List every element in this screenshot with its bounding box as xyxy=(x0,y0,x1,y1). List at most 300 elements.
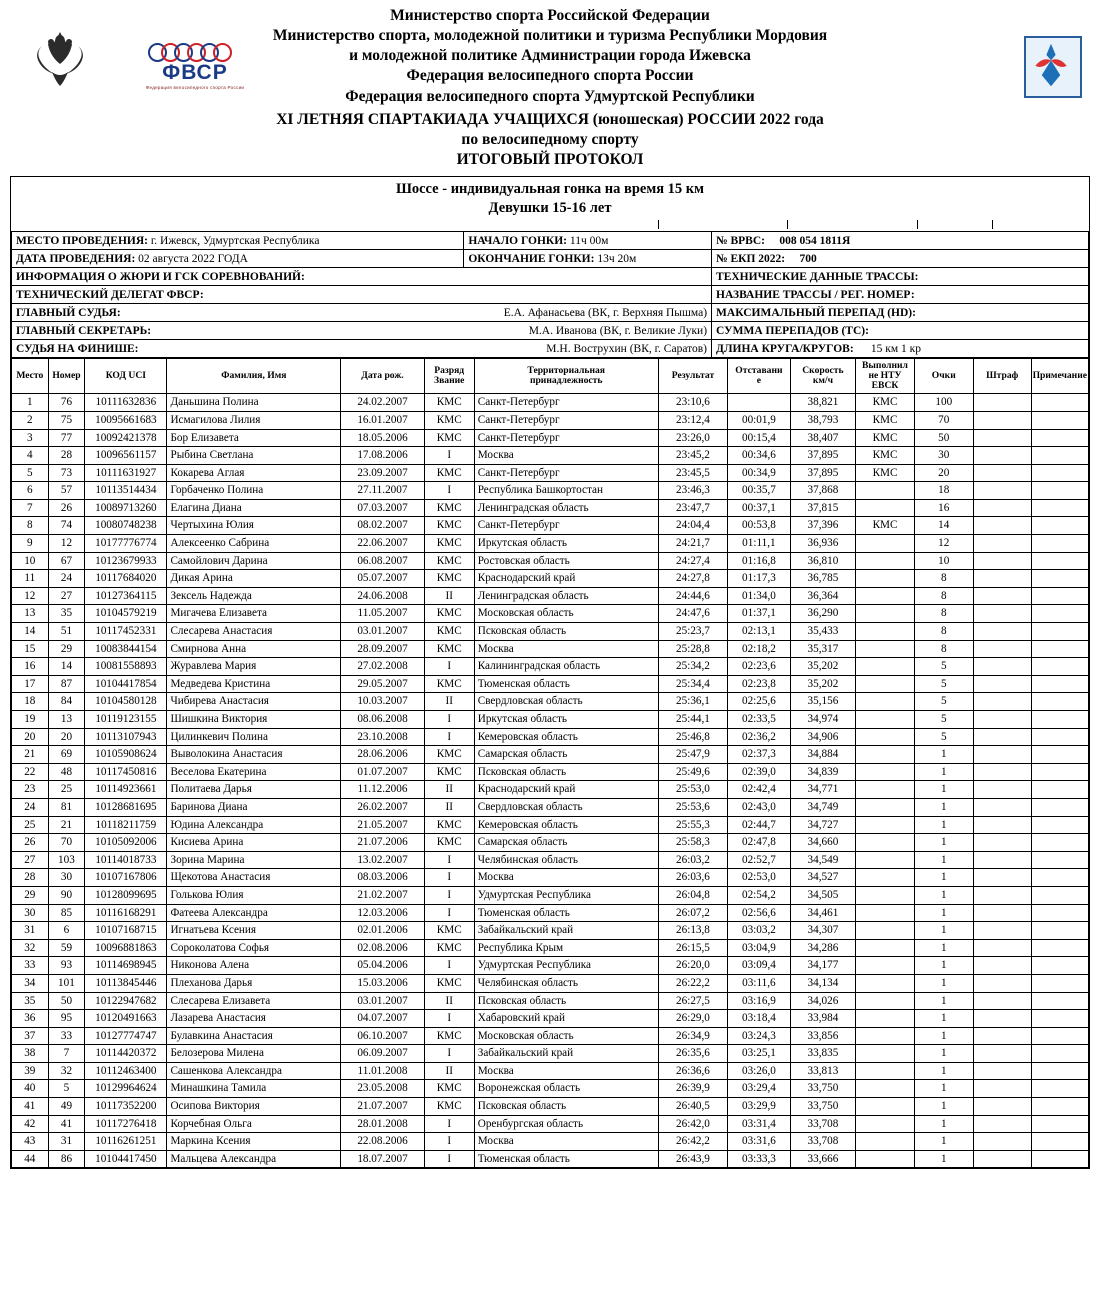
cell-name: Политаева Дарья xyxy=(167,781,341,799)
cell-note xyxy=(1031,992,1088,1010)
cell-gap: 02:39,0 xyxy=(728,763,790,781)
cell-uci: 10122947682 xyxy=(85,992,167,1010)
table-row xyxy=(12,957,1089,975)
cell-rank: КМС xyxy=(424,517,474,535)
cell-name: Мигачева Елизавета xyxy=(167,605,341,623)
cell-points: 1 xyxy=(914,1045,973,1063)
cell-evsk xyxy=(856,851,914,869)
cell-rank: КМС xyxy=(424,605,474,623)
cell-points: 70 xyxy=(914,411,973,429)
cell-rank: I xyxy=(424,886,474,904)
cell-result: 23:47,7 xyxy=(658,499,728,517)
cell-terr: Республика Башкортостан xyxy=(474,482,658,500)
results-table-head xyxy=(12,359,1089,394)
cell-result: 26:13,8 xyxy=(658,922,728,940)
cell-place: 39 xyxy=(12,1062,49,1080)
th-place: Место xyxy=(12,359,49,394)
cell-speed: 38,407 xyxy=(790,429,856,447)
cell-rank: КМС xyxy=(424,429,474,447)
cell-gap: 00:34,9 xyxy=(728,464,790,482)
cell-gap: 00:15,4 xyxy=(728,429,790,447)
cell-gap: 01:17,3 xyxy=(728,570,790,588)
cell-gap: 03:26,0 xyxy=(728,1062,790,1080)
cell-terr: Ленинградская область xyxy=(474,587,658,605)
cell-rank: КМС xyxy=(424,974,474,992)
cell-points: 8 xyxy=(914,605,973,623)
cell-note xyxy=(1031,1150,1088,1168)
cell-evsk xyxy=(856,974,914,992)
table-row xyxy=(12,869,1089,887)
cell-evsk xyxy=(856,482,914,500)
cell-speed: 36,785 xyxy=(790,570,856,588)
cell-place: 27 xyxy=(12,851,49,869)
cell-note xyxy=(1031,447,1088,465)
cell-fine xyxy=(973,1080,1031,1098)
table-row xyxy=(12,816,1089,834)
cell-number: 87 xyxy=(48,675,85,693)
cell-number: 75 xyxy=(48,411,85,429)
th-gap-line2: е xyxy=(756,375,762,387)
cell-number: 27 xyxy=(48,587,85,605)
cell-fine xyxy=(973,640,1031,658)
table-row xyxy=(12,658,1089,676)
cell-speed: 36,364 xyxy=(790,587,856,605)
cell-fine xyxy=(973,693,1031,711)
cell-place: 40 xyxy=(12,1080,49,1098)
cell-points: 5 xyxy=(914,693,973,711)
cell-result: 26:29,0 xyxy=(658,1010,728,1028)
cell-dob: 29.05.2007 xyxy=(341,675,424,693)
cell-rank: I xyxy=(424,1150,474,1168)
cell-note xyxy=(1031,394,1088,412)
table-row xyxy=(12,1115,1089,1133)
th-number: Номер xyxy=(48,359,85,394)
cell-evsk xyxy=(856,746,914,764)
cell-rank: II xyxy=(424,1062,474,1080)
cell-number: 51 xyxy=(48,623,85,641)
cell-fine xyxy=(973,746,1031,764)
cell-result: 24:27,4 xyxy=(658,552,728,570)
cell-terr: Краснодарский край xyxy=(474,781,658,799)
cell-fine xyxy=(973,675,1031,693)
th-name: Фамилия, Имя xyxy=(167,359,341,394)
cell-result: 25:34,2 xyxy=(658,658,728,676)
cell-rank: II xyxy=(424,587,474,605)
cell-place: 38 xyxy=(12,1045,49,1063)
cell-speed: 38,821 xyxy=(790,394,856,412)
cell-place: 7 xyxy=(12,499,49,517)
cell-result: 23:12,4 xyxy=(658,411,728,429)
cell-note xyxy=(1031,429,1088,447)
cell-name: Дикая Арина xyxy=(167,570,341,588)
cell-points: 1 xyxy=(914,1150,973,1168)
cell-uci: 10117352200 xyxy=(85,1098,167,1116)
cell-name: Чертыхина Юлия xyxy=(167,517,341,535)
cell-place: 21 xyxy=(12,746,49,764)
cell-fine xyxy=(973,623,1031,641)
cell-result: 26:04,8 xyxy=(658,886,728,904)
cell-dob: 23.10.2008 xyxy=(341,728,424,746)
cell-uci: 10117684020 xyxy=(85,570,167,588)
table-row xyxy=(12,974,1089,992)
cell-name: Исмагилова Лилия xyxy=(167,411,341,429)
cell-name: Голькова Юлия xyxy=(167,886,341,904)
cell-place: 16 xyxy=(12,658,49,676)
cell-uci: 10114018733 xyxy=(85,851,167,869)
cell-rank: КМС xyxy=(424,746,474,764)
cell-name: Никонова Алена xyxy=(167,957,341,975)
category-title: Девушки 15-16 лет xyxy=(488,200,612,217)
table-row xyxy=(12,904,1089,922)
cell-result: 23:46,3 xyxy=(658,482,728,500)
table-row xyxy=(12,517,1089,535)
cell-speed: 37,895 xyxy=(790,447,856,465)
cell-gap: 03:16,9 xyxy=(728,992,790,1010)
cell-rank: I xyxy=(424,1133,474,1151)
th-speed-line2: км/ч xyxy=(812,375,833,387)
cell-terr: Республика Крым xyxy=(474,939,658,957)
cell-result: 26:39,9 xyxy=(658,1080,728,1098)
cell-uci: 10116168291 xyxy=(85,904,167,922)
cell-speed: 36,936 xyxy=(790,535,856,553)
cell-speed: 33,708 xyxy=(790,1133,856,1151)
cell-number: 77 xyxy=(48,429,85,447)
cell-rank: I xyxy=(424,904,474,922)
cell-dob: 27.11.2007 xyxy=(341,482,424,500)
cell-rank: КМС xyxy=(424,1080,474,1098)
track-section-header: ТЕХНИЧЕСКИЕ ДАННЫЕ ТРАССЫ: xyxy=(712,268,1089,286)
cell-number: 30 xyxy=(48,869,85,887)
cell-rank: I xyxy=(424,1010,474,1028)
cell-number: 21 xyxy=(48,816,85,834)
cell-result: 26:42,0 xyxy=(658,1115,728,1133)
cell-rank: КМС xyxy=(424,922,474,940)
cell-number: 101 xyxy=(48,974,85,992)
table-row xyxy=(12,464,1089,482)
cell-name: Осипова Виктория xyxy=(167,1098,341,1116)
cell-evsk xyxy=(856,1010,914,1028)
cell-gap: 02:36,2 xyxy=(728,728,790,746)
cell-terr: Псковская область xyxy=(474,992,658,1010)
cell-gap: 00:34,6 xyxy=(728,447,790,465)
cell-number: 14 xyxy=(48,658,85,676)
cell-gap: 03:31,4 xyxy=(728,1115,790,1133)
event-sport: по велосипедному спорту xyxy=(461,130,639,148)
cell-speed: 37,868 xyxy=(790,482,856,500)
cell-gap: 01:34,0 xyxy=(728,587,790,605)
finish-label: ОКОНЧАНИЕ ГОНКИ: xyxy=(468,252,595,265)
cell-note xyxy=(1031,587,1088,605)
cell-speed: 34,771 xyxy=(790,781,856,799)
cell-speed: 34,974 xyxy=(790,711,856,729)
cell-place: 3 xyxy=(12,429,49,447)
chief-secretary-cell xyxy=(12,322,712,340)
cell-points: 100 xyxy=(914,394,973,412)
cell-result: 23:45,2 xyxy=(658,447,728,465)
cell-gap: 01:37,1 xyxy=(728,605,790,623)
cell-evsk xyxy=(856,922,914,940)
cell-dob: 03.01.2007 xyxy=(341,992,424,1010)
cell-note xyxy=(1031,535,1088,553)
cell-rank: КМС xyxy=(424,834,474,852)
cell-place: 11 xyxy=(12,570,49,588)
cell-evsk xyxy=(856,1133,914,1151)
cell-terr: Калининградская область xyxy=(474,658,658,676)
cell-gap: 02:23,8 xyxy=(728,675,790,693)
cell-uci: 10096561157 xyxy=(85,447,167,465)
cell-evsk xyxy=(856,711,914,729)
cell-note xyxy=(1031,675,1088,693)
cell-place: 42 xyxy=(12,1115,49,1133)
place-label: МЕСТО ПРОВЕДЕНИЯ: xyxy=(16,234,148,247)
info-row-chief-judge xyxy=(12,304,1089,322)
cell-dob: 16.01.2007 xyxy=(341,411,424,429)
cell-terr: Санкт-Петербург xyxy=(474,464,658,482)
cell-name: Юдина Александра xyxy=(167,816,341,834)
cell-rank: КМС xyxy=(424,675,474,693)
th-gap-line1: Отставани xyxy=(735,365,783,377)
cell-note xyxy=(1031,693,1088,711)
cell-terr: Тюменская область xyxy=(474,675,658,693)
cell-rank: I xyxy=(424,728,474,746)
cell-rank: КМС xyxy=(424,552,474,570)
cell-terr: Тюменская область xyxy=(474,1150,658,1168)
cell-fine xyxy=(973,1115,1031,1133)
cell-number: 29 xyxy=(48,640,85,658)
cell-number: 20 xyxy=(48,728,85,746)
table-row xyxy=(12,992,1089,1010)
cell-speed: 37,895 xyxy=(790,464,856,482)
cell-points: 8 xyxy=(914,570,973,588)
cell-gap: 03:29,4 xyxy=(728,1080,790,1098)
cell-note xyxy=(1031,974,1088,992)
cell-rank: I xyxy=(424,658,474,676)
protocol-type: ИТОГОВЫЙ ПРОТОКОЛ xyxy=(456,150,644,168)
cell-points: 50 xyxy=(914,429,973,447)
cell-evsk xyxy=(856,605,914,623)
cell-result: 25:53,6 xyxy=(658,798,728,816)
date-value: 02 августа 2022 ГОДА xyxy=(138,252,248,265)
cell-terr: Москва xyxy=(474,447,658,465)
cell-uci: 10092421378 xyxy=(85,429,167,447)
th-speed xyxy=(790,359,856,394)
cell-number: 25 xyxy=(48,781,85,799)
cell-dob: 23.09.2007 xyxy=(341,464,424,482)
cell-place: 32 xyxy=(12,939,49,957)
cell-dob: 02.08.2006 xyxy=(341,939,424,957)
cell-uci: 10117452331 xyxy=(85,623,167,641)
table-row xyxy=(12,711,1089,729)
finish-judge-cell xyxy=(12,340,712,358)
cell-uci: 10119123155 xyxy=(85,711,167,729)
cell-terr: Псковская область xyxy=(474,763,658,781)
cell-rank: II xyxy=(424,992,474,1010)
cell-uci: 10128099695 xyxy=(85,886,167,904)
th-terr-line2: принадлежность xyxy=(529,375,603,387)
th-rank xyxy=(424,359,474,394)
cell-gap: 00:37,1 xyxy=(728,499,790,517)
cell-evsk xyxy=(856,1080,914,1098)
cell-fine xyxy=(973,974,1031,992)
cell-points: 20 xyxy=(914,464,973,482)
cell-place: 19 xyxy=(12,711,49,729)
cell-points: 1 xyxy=(914,746,973,764)
table-row xyxy=(12,605,1089,623)
cell-note xyxy=(1031,763,1088,781)
cell-rank: КМС xyxy=(424,535,474,553)
cell-uci: 10096881863 xyxy=(85,939,167,957)
cell-number: 67 xyxy=(48,552,85,570)
discipline-title: Шоссе - индивидуальная гонка на время 15 км xyxy=(395,181,705,198)
cell-dob: 24.02.2007 xyxy=(341,394,424,412)
cell-terr: Санкт-Петербург xyxy=(474,517,658,535)
cell-gap: 00:53,8 xyxy=(728,517,790,535)
cell-terr: Кемеровская область xyxy=(474,816,658,834)
cell-fine xyxy=(973,499,1031,517)
cell-name: Горбаченко Полина xyxy=(167,482,341,500)
cell-speed: 33,835 xyxy=(790,1045,856,1063)
cell-dob: 11.12.2006 xyxy=(341,781,424,799)
cell-number: 41 xyxy=(48,1115,85,1133)
cell-number: 33 xyxy=(48,1027,85,1045)
lap-cell xyxy=(712,340,1089,358)
cell-speed: 34,134 xyxy=(790,974,856,992)
cell-place: 31 xyxy=(12,922,49,940)
table-row xyxy=(12,1027,1089,1045)
cell-result: 26:03,6 xyxy=(658,869,728,887)
cell-speed: 38,793 xyxy=(790,411,856,429)
cell-fine xyxy=(973,1150,1031,1168)
cell-rank: II xyxy=(424,693,474,711)
cell-place: 43 xyxy=(12,1133,49,1151)
table-row xyxy=(12,746,1089,764)
cell-note xyxy=(1031,1045,1088,1063)
cell-speed: 35,202 xyxy=(790,658,856,676)
cell-points: 30 xyxy=(914,447,973,465)
cell-speed: 34,727 xyxy=(790,816,856,834)
header-line-3: и молодежной политике Администрации города Ижевска xyxy=(349,47,751,65)
cell-result: 25:46,8 xyxy=(658,728,728,746)
cell-place: 6 xyxy=(12,482,49,500)
cell-dob: 06.08.2007 xyxy=(341,552,424,570)
th-terr-line1: Территориальная xyxy=(527,365,605,377)
cell-place: 8 xyxy=(12,517,49,535)
cell-uci: 10104580128 xyxy=(85,693,167,711)
cell-rank: КМС xyxy=(424,570,474,588)
cell-terr: Самарская область xyxy=(474,834,658,852)
cell-number: 95 xyxy=(48,1010,85,1028)
cell-name: Чибирева Анастасия xyxy=(167,693,341,711)
cell-number: 31 xyxy=(48,1133,85,1151)
cell-rank: I xyxy=(424,1115,474,1133)
cell-fine xyxy=(973,447,1031,465)
cell-rank: I xyxy=(424,957,474,975)
cell-speed: 37,396 xyxy=(790,517,856,535)
cell-evsk xyxy=(856,904,914,922)
cell-gap: 02:53,0 xyxy=(728,869,790,887)
chief-secretary-value: М.А. Иванова (ВК, г. Великие Луки) xyxy=(528,324,708,337)
cell-number: 85 xyxy=(48,904,85,922)
cell-gap: 03:33,3 xyxy=(728,1150,790,1168)
cell-name: Веселова Екатерина xyxy=(167,763,341,781)
cell-fine xyxy=(973,728,1031,746)
cell-fine xyxy=(973,869,1031,887)
cell-dob: 10.03.2007 xyxy=(341,693,424,711)
cell-name: Шишкина Виктория xyxy=(167,711,341,729)
cell-rank: I xyxy=(424,869,474,887)
cell-fine xyxy=(973,1045,1031,1063)
cell-speed: 35,317 xyxy=(790,640,856,658)
cell-number: 35 xyxy=(48,605,85,623)
table-row xyxy=(12,429,1089,447)
place-value: г. Ижевск, Удмуртская Республика xyxy=(150,234,320,247)
cell-name: Медведева Кристина xyxy=(167,675,341,693)
cell-number: 90 xyxy=(48,886,85,904)
cell-place: 35 xyxy=(12,992,49,1010)
th-territory xyxy=(474,359,658,394)
cell-number: 59 xyxy=(48,939,85,957)
cell-place: 34 xyxy=(12,974,49,992)
finish-value: 13ч 20м xyxy=(597,252,637,265)
cell-number: 76 xyxy=(48,394,85,412)
cell-gap: 03:24,3 xyxy=(728,1027,790,1045)
cell-name: Смирнова Анна xyxy=(167,640,341,658)
cell-uci: 10117276418 xyxy=(85,1115,167,1133)
max-drop-label: МАКСИМАЛЬНЫЙ ПЕРЕПАД (HD): xyxy=(712,304,1089,322)
cell-note xyxy=(1031,798,1088,816)
cell-terr: Московская область xyxy=(474,1027,658,1045)
table-row xyxy=(12,728,1089,746)
cell-note xyxy=(1031,623,1088,641)
cell-result: 26:22,2 xyxy=(658,974,728,992)
cell-evsk xyxy=(856,992,914,1010)
cell-dob: 21.07.2006 xyxy=(341,834,424,852)
cell-fine xyxy=(973,464,1031,482)
cell-dob: 28.09.2007 xyxy=(341,640,424,658)
fvsr-logo-text: ФВСР xyxy=(162,61,228,84)
cell-gap: 02:43,0 xyxy=(728,798,790,816)
cell-dob: 15.03.2006 xyxy=(341,974,424,992)
cell-place: 17 xyxy=(12,675,49,693)
info-row-delegate xyxy=(12,286,1089,304)
cell-fine xyxy=(973,992,1031,1010)
date-cell xyxy=(12,250,464,268)
cell-note xyxy=(1031,1027,1088,1045)
cell-dob: 18.05.2006 xyxy=(341,429,424,447)
cell-uci: 10105092006 xyxy=(85,834,167,852)
cell-uci: 10111631927 xyxy=(85,464,167,482)
cell-terr: Санкт-Петербург xyxy=(474,429,658,447)
cell-rank: КМС xyxy=(424,640,474,658)
cell-points: 1 xyxy=(914,851,973,869)
cell-points: 1 xyxy=(914,886,973,904)
cell-speed: 34,906 xyxy=(790,728,856,746)
cell-result: 26:15,5 xyxy=(658,939,728,957)
cell-fine xyxy=(973,552,1031,570)
fvsr-logo-subtext: Федерация велосипедного спорта России xyxy=(145,85,245,90)
cell-number: 93 xyxy=(48,957,85,975)
lap-label: ДЛИНА КРУГА/КРУГОВ: xyxy=(716,342,854,355)
udmurtia-emblem-icon xyxy=(1024,36,1082,98)
cell-gap: 01:11,1 xyxy=(728,535,790,553)
cell-points: 14 xyxy=(914,517,973,535)
cell-rank: I xyxy=(424,482,474,500)
cell-speed: 36,810 xyxy=(790,552,856,570)
cell-evsk xyxy=(856,834,914,852)
cell-evsk: КМС xyxy=(856,429,914,447)
cell-evsk xyxy=(856,570,914,588)
tick-marks xyxy=(11,220,1089,229)
